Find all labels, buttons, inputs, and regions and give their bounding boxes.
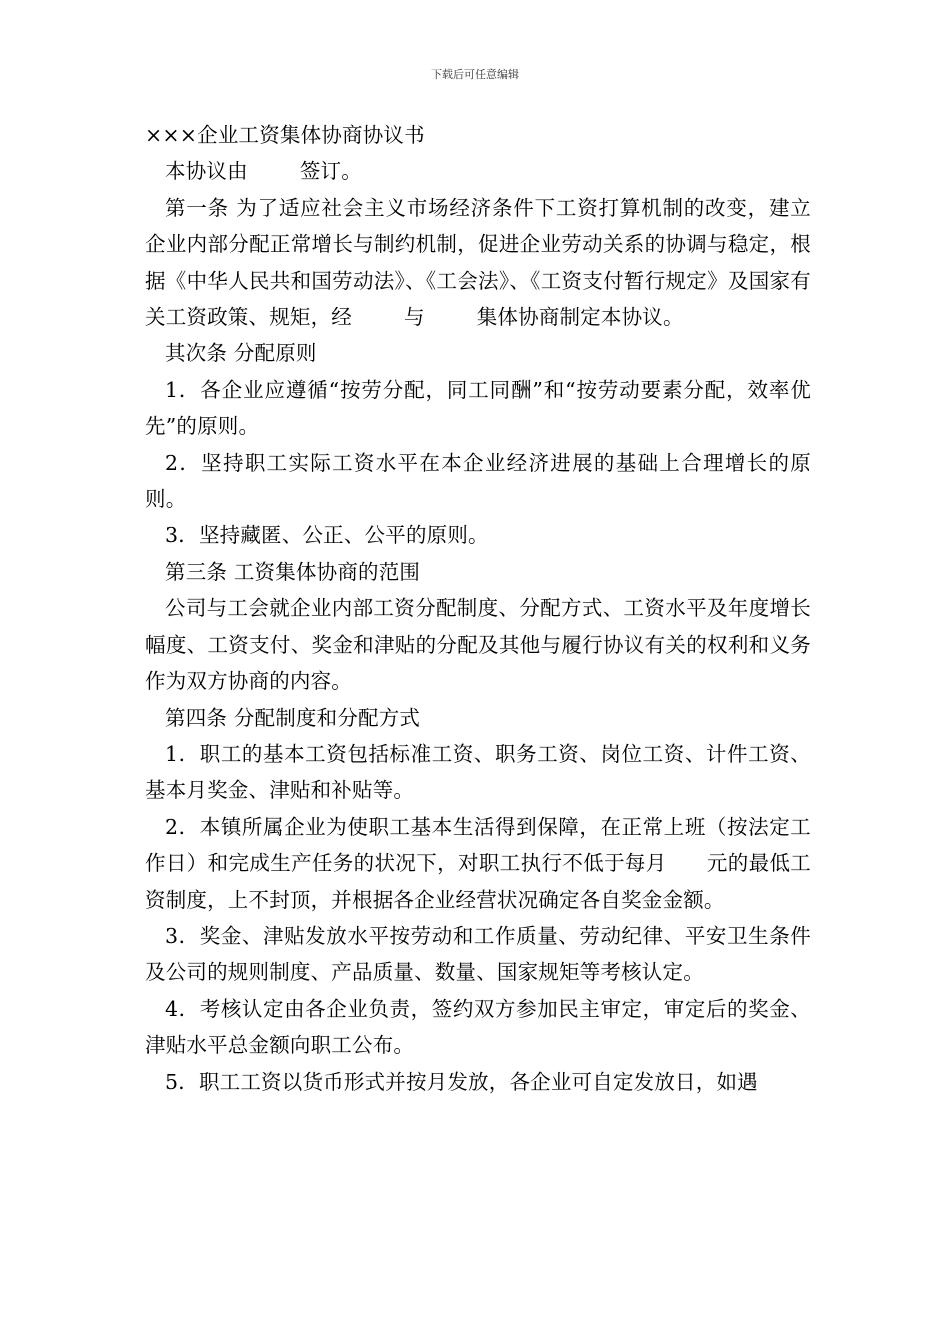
text-segment: 2．本镇所属企业为使职工基本生活得到保障，在正常上班（按法定工作日）和完成生产任务的状况下，对职工执行不低于每月 — [145, 814, 811, 876]
article-2-item-3: 3．坚持藏匿、公正、公平的原则。 — [165, 523, 489, 548]
article-3-body: 公司与工会就企业内部工资分配制度、分配方式、工资水平及年度增长幅度、工资支付、奖金和津贴的分配及其他与履行协议有关的权利和义务作为双方协商的内容。 — [145, 596, 811, 694]
text-segment: 元的最低工资制度，上不封顶，并根据各企业经营状况确定各自奖金金额。 — [145, 851, 812, 912]
text-segment: 与 — [404, 305, 425, 330]
text-segment: 集体协商制定本协议。 — [476, 305, 684, 330]
article-4-item-3: 3．奖金、津贴发放水平按劳动和工作质量、劳动纪律、平安卫生条件及公司的规则制度、产品质量、数量、国家规矩等考核认定。 — [145, 923, 811, 985]
article-4-item-1: 1．职工的基本工资包括标准工资、职务工资、岗位工资、计件工资、基本月奖金、津贴和补贴等。 — [145, 741, 811, 803]
article-4-heading: 第四条 分配制度和分配方式 — [165, 705, 421, 730]
article-2-item-2: 2．坚持职工实际工资水平在本企业经济进展的基础上合理增长的原则。 — [145, 450, 811, 512]
article-1 — [145, 190, 811, 336]
article-4-item-2 — [145, 809, 811, 918]
article-4-item-5: 5．职工工资以货币形式并按月发放，各企业可自定发放日，如遇 — [165, 1069, 758, 1094]
article-3-heading: 第三条 工资集体协商的范围 — [165, 559, 421, 584]
document-title: ×××企业工资集体协商协议书 — [145, 123, 425, 147]
document-body — [145, 117, 811, 1100]
text-segment: 签订。 — [299, 159, 362, 184]
page-header: 下载后可任意编辑 — [431, 68, 519, 81]
article-4-item-4: 4．考核认定由各企业负责，签约双方参加民主审定，审定后的奖金、津贴水平总金额向职工公布。 — [145, 996, 811, 1058]
article-2-heading: 其次条 分配原则 — [165, 341, 317, 366]
article-2-item-1: 1．各企业应遵循“按劳分配，同工同酬”和“按劳动要素分配，效率优先”的原则。 — [145, 377, 811, 439]
text-segment: 本协议由 — [165, 159, 248, 184]
paragraph-signing — [145, 153, 811, 189]
text-segment: 第一条 为了适应社会主义市场经济条件下工资打算机制的改变，建立企业内部分配正常增长与制约机制，促进企业劳动关系的协调与稳定，根据《中华人民共和国劳动法》、《工会法》、《工资支付暂行规定》及国家有关工资政策、规矩，经 — [145, 195, 811, 330]
